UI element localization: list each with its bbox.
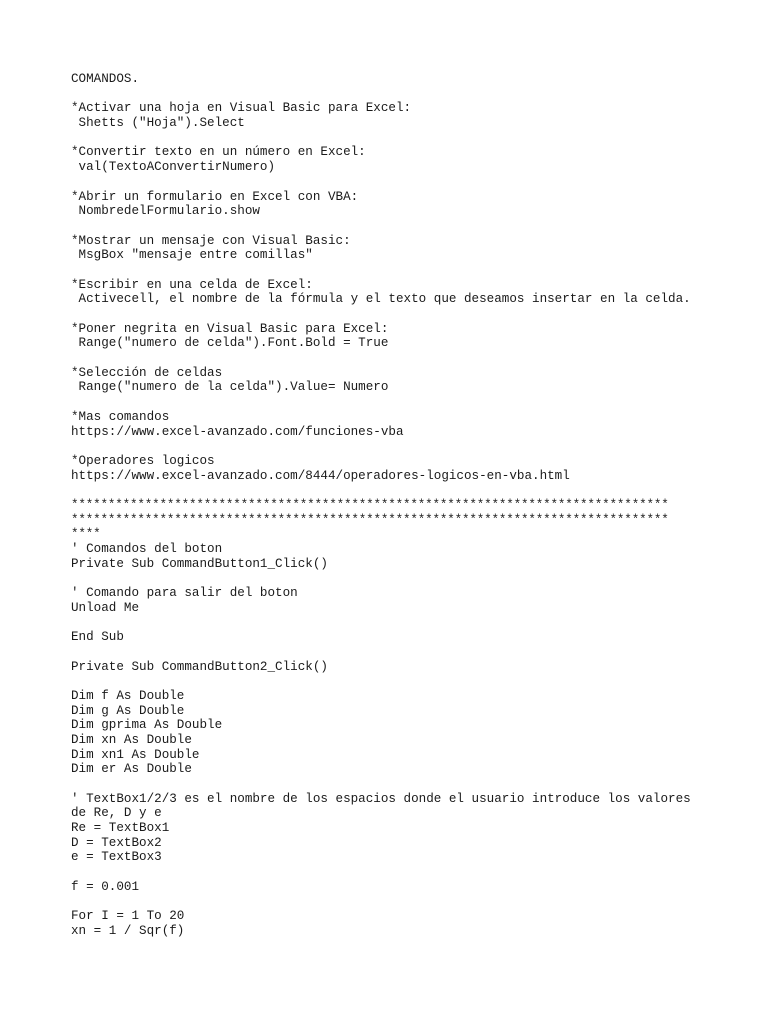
text-line: ' Comandos del boton [71, 542, 223, 556]
text-line: Private Sub CommandButton1_Click() [71, 556, 328, 571]
blank-line [71, 87, 711, 102]
blank-line [71, 865, 711, 880]
text-line: Dim f As Double [71, 688, 185, 703]
text-line: Dim er As Double [71, 762, 192, 777]
blank-line [71, 175, 711, 190]
blank-line [71, 131, 711, 146]
text-line: COMANDOS. [71, 72, 140, 86]
text-line: https://www.excel-avanzado.com/funciones-vba [71, 424, 404, 439]
document-body [71, 72, 711, 939]
text-line: de Re, D y e [71, 806, 162, 821]
text-line: ********************************************************************************* [71, 497, 669, 512]
blank-line [71, 615, 711, 630]
text-line: *Mostrar un mensaje con Visual Basic: [71, 233, 351, 248]
text-line: **** [71, 527, 101, 542]
text-line: For I = 1 To 20 [71, 909, 185, 924]
text-line: Activecell, el nombre de la fórmula y el texto que deseamos insertar en la celda. [71, 292, 691, 307]
text-line: Dim xn1 As Double [71, 747, 200, 762]
text-line: ' Comando para salir del boton [71, 586, 298, 601]
blank-line [71, 674, 711, 689]
text-line: val(TextoAConvertirNumero) [71, 160, 276, 175]
text-line: End Sub [71, 630, 124, 645]
text-line: ' TextBox1/2/3 es el nombre de los espacios donde el usuario introduce los valores [71, 791, 691, 806]
blank-line [71, 263, 711, 278]
text-line: Dim xn As Double [71, 732, 192, 747]
blank-line [71, 777, 711, 792]
text-line: ********************************************************************************* [71, 512, 669, 527]
text-line: Unload Me [71, 600, 140, 615]
text-line: *Activar una hoja en Visual Basic para Excel: [71, 101, 412, 116]
blank-line [71, 395, 711, 410]
text-line: *Mas comandos [71, 409, 170, 424]
blank-line [71, 439, 711, 454]
text-line: *Selección de celdas [71, 365, 223, 380]
text-line: Private Sub CommandButton2_Click() [71, 659, 328, 674]
text-line: e = TextBox3 [71, 850, 162, 865]
text-line: *Poner negrita en Visual Basic para Excel: [71, 321, 389, 336]
text-line: xn = 1 / Sqr(f) [71, 923, 185, 938]
blank-line [71, 571, 711, 586]
text-line: Dim g As Double [71, 703, 185, 718]
text-line: https://www.excel-avanzado.com/8444/operadores-logicos-en-vba.html [71, 468, 570, 483]
blank-line [71, 219, 711, 234]
text-line: D = TextBox2 [71, 835, 162, 850]
text-line: *Escribir en una celda de Excel: [71, 277, 313, 292]
text-line: *Convertir texto en un número en Excel: [71, 145, 366, 160]
text-line: Shetts ("Hoja").Select [71, 116, 245, 131]
text-line: *Abrir un formulario en Excel con VBA: [71, 189, 359, 204]
blank-line [71, 645, 711, 660]
blank-line [71, 483, 711, 498]
text-line: Dim gprima As Double [71, 718, 223, 733]
text-line: NombredelFormulario.show [71, 204, 260, 219]
blank-line [71, 307, 711, 322]
blank-line [71, 351, 711, 366]
text-line: Range("numero de la celda").Value= Numero [71, 380, 389, 395]
text-line: MsgBox "mensaje entre comillas" [71, 248, 313, 263]
text-line: f = 0.001 [71, 879, 140, 894]
text-line: *Operadores logicos [71, 453, 215, 468]
text-line: Re = TextBox1 [71, 821, 170, 836]
text-line: Range("numero de celda").Font.Bold = True [71, 336, 389, 351]
blank-line [71, 895, 711, 910]
